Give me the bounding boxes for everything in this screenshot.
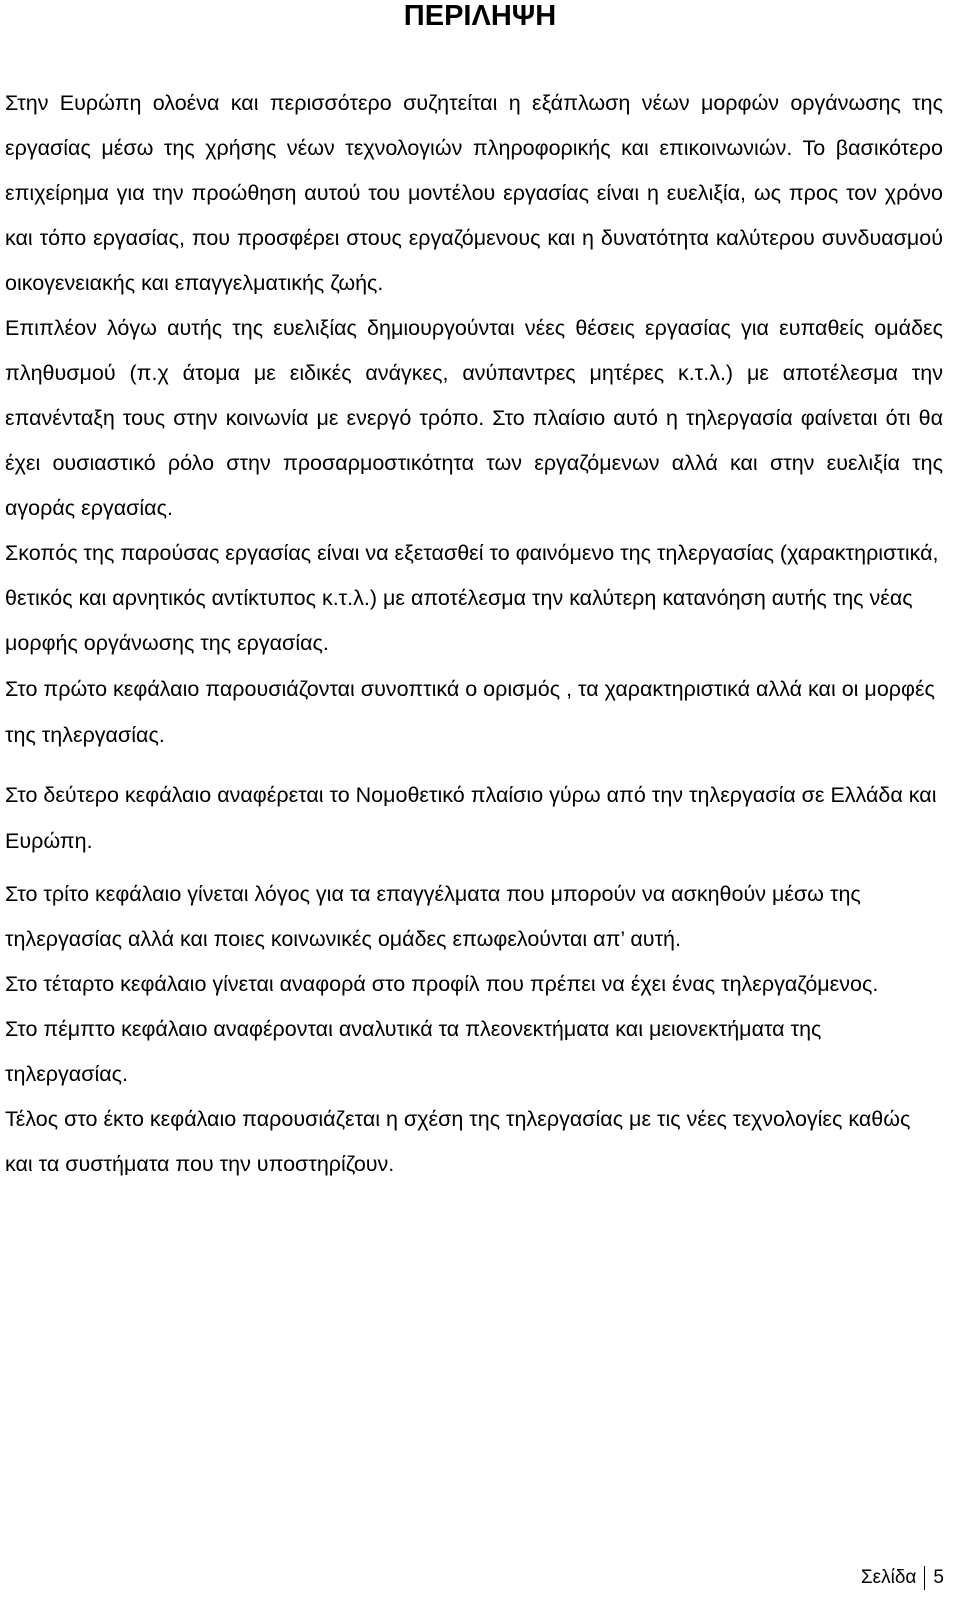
paragraph-chapter-2: Στο δεύτερο κεφάλαιο αναφέρεται το Νομοθετικό πλαίσιο γύρω από την τηλεργασία σε Ελλάδα και Ευρώπη.	[5, 783, 937, 853]
paragraph-purpose: Σκοπός της παρούσας εργασίας είναι να εξετασθεί το φαινόμενο της τηλεργασίας (χαρακτηριστικά, θετικός και αρνητικός αντίκτυπος κ.τ.λ.) με αποτέλεσμα την καλύτερη κατανόηση αυτής της νέας μορφής οργάνωσης της εργασίας.	[5, 541, 939, 655]
page-number: 5	[933, 1567, 944, 1588]
page-title: ΠΕΡΙΛΗΨΗ	[403, 0, 557, 32]
paragraph-flexibility: Επιπλέον λόγω αυτής της ευελιξίας δημιουργούνται νέες θέσεις εργασίας για ευπαθείς ομάδες πληθυσμού (π.χ άτομα με ειδικές ανάγκες, ανύπαντρες μητέρες κ.τ.λ.) με αποτέλεσμα την επανένταξη τους στην κοινωνία με ενεργό τρόπο. Στο πλαίσιο αυτό η τηλεργασία φαίνεται ότι θα έχει ουσιαστικό ρόλο στην προσαρμοστικότητα των εργαζόμενων αλλά και στην ευελιξία της αγοράς εργασίας.	[5, 316, 943, 520]
footer-divider	[924, 1566, 925, 1590]
paragraph-chapter-3: Στο τρίτο κεφάλαιο γίνεται λόγος για τα επαγγέλματα που μπορούν να ασκηθούν μέσω της τηλεργασίας αλλά και ποιες κοινωνικές ομάδες επωφελούνται απ’ αυτή.	[5, 882, 861, 951]
document-body	[5, 81, 943, 1187]
page-label: Σελίδα	[860, 1567, 917, 1588]
paragraph-intro: Στην Ευρώπη ολοένα και περισσότερο συζητείται η εξάπλωση νέων μορφών οργάνωσης της εργασίας μέσω της χρήσης νέων τεχνολογιών πληροφορικής και επικοινωνιών. Το βασικότερο επιχείρημα για την προώθηση αυτού του μοντέλου εργασίας είναι η ευελιξία, ως προς τον χρόνο και τόπο εργασίας, που προσφέρει στους εργαζόμενους και η δυνατότητα καλύτερου συνδυασμού οικογενειακής και επαγγελματικής ζωής.	[5, 91, 943, 295]
page-footer	[861, 1563, 944, 1593]
paragraph-chapter-5: Στο πέμπτο κεφάλαιο αναφέρονται αναλυτικά τα πλεονεκτήματα και μειονεκτήματα της τηλεργασίας.	[5, 1017, 822, 1086]
paragraph-chapter-1: Στο πρώτο κεφάλαιο παρουσιάζονται συνοπτικά ο ορισμός , τα χαρακτηριστικά αλλά και οι μορφές της τηλεργασίας.	[5, 677, 935, 747]
paragraph-chapter-6: Τέλος στο έκτο κεφάλαιο παρουσιάζεται η σχέση της τηλεργασίας με τις νέες τεχνολογίες καθώς και τα συστήματα που την υποστηρίζουν.	[5, 1107, 911, 1176]
paragraph-chapter-4: Στο τέταρτο κεφάλαιο γίνεται αναφορά στο προφίλ που πρέπει να έχει ένας τηλεργαζόμενος.	[5, 972, 879, 996]
